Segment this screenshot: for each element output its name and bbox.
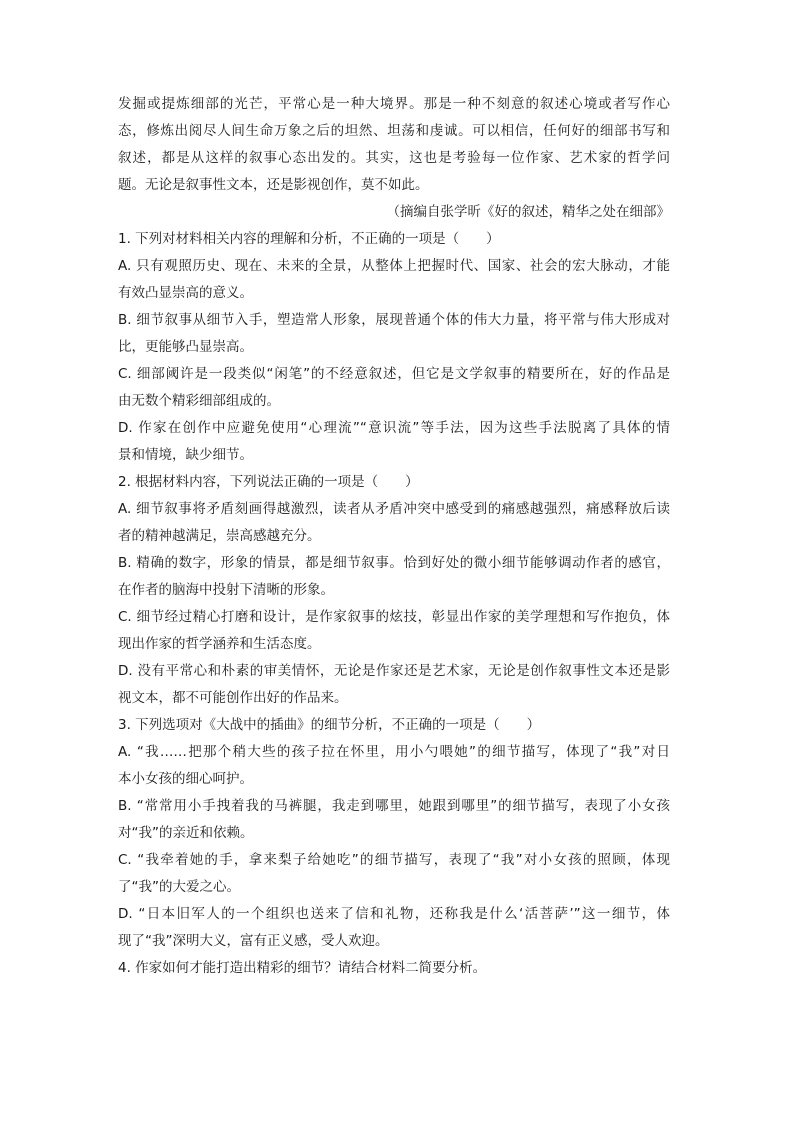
- option-line: 现了“我”深明大义，富有正义感，受人欢迎。: [118, 933, 389, 949]
- option-c: [118, 604, 670, 658]
- document-content: [118, 91, 670, 982]
- question-stem: 1. 下列对材料相关内容的理解和分析，不正确的一项是（ ）: [118, 231, 500, 247]
- option-line: A. “我……把那个稍大些的孩子拉在怀里，用小勺喂她”的细节描写，体现了“我”对日: [118, 744, 670, 760]
- option-line: 对“我”的亲近和依赖。: [118, 825, 254, 841]
- option-line: D. 作家在创作中应避免使用“心理流”“意识流”等手法，因为这些手法脱离了具体的情: [118, 420, 670, 436]
- option-line: 由无数个精彩细部组成的。: [118, 393, 280, 409]
- question-stem: 4. 作家如何才能打造出精彩的细节？请结合材料二简要分析。: [118, 960, 487, 976]
- option-line: 景和情境，缺少细节。: [118, 447, 253, 463]
- option-line: C. “我牵着她的手，拿来梨子给她吃”的细节描写，表现了“我”对小女孩的照顾，体现: [118, 852, 670, 868]
- option-a: [118, 739, 670, 793]
- option-line: 本小女孩的细心呵护。: [118, 771, 253, 787]
- option-line: 有效凸显崇高的意义。: [118, 285, 253, 301]
- option-a: [118, 253, 670, 307]
- passage-line: 题。无论是叙事性文本，还是影视创作，莫不如此。: [118, 177, 429, 193]
- option-line: D. 没有平常心和朴素的审美情怀，无论是作家还是艺术家，无论是创作叙事性文本还是影: [118, 663, 670, 679]
- option-line: 在作者的脑海中投射下清晰的形象。: [118, 582, 334, 598]
- option-line: A. 只有观照历史、现在、未来的全景，从整体上把握时代、国家、社会的宏大脉动，才能: [118, 258, 670, 274]
- question-3: [118, 712, 670, 955]
- passage-line: 发掘或提炼细部的光芒，平常心是一种大境界。那是一种不刻意的叙述心境或者写作心: [118, 96, 670, 112]
- option-d: [118, 901, 670, 955]
- option-a: [118, 496, 670, 550]
- option-line: D. “日本旧军人的一个组织也送来了信和礼物，还称我是什么‘活菩萨’”这一细节，体: [118, 906, 670, 922]
- option-line: 比，更能够凸显崇高。: [118, 339, 253, 355]
- option-b: [118, 793, 670, 847]
- option-d: [118, 658, 670, 712]
- question-4: [118, 955, 670, 982]
- option-line: B. 细节叙事从细节入手，塑造常人形象，展现普通个体的伟大力量，将平常与伟大形成对: [118, 312, 670, 328]
- option-b: [118, 550, 670, 604]
- option-line: C. 细部阈许是一段类似“闲笔”的不经意叙述，但它是文学叙事的精要所在，好的作品是: [118, 366, 670, 382]
- option-line: B. “常常用小手拽着我的马裤腿，我走到哪里，她跟到哪里”的细节描写，表现了小女孩: [118, 798, 670, 814]
- option-line: 现出作家的哲学涵养和生活态度。: [118, 636, 321, 652]
- option-b: [118, 307, 670, 361]
- question-stem: 3. 下列选项对《大战中的插曲》的细节分析，不正确的一项是（ ）: [118, 717, 541, 733]
- question-1: [118, 226, 670, 469]
- option-line: 者的精神越满足，崇高感越充分。: [118, 528, 321, 544]
- option-line: 视文本，都不可能创作出好的作品来。: [118, 690, 348, 706]
- option-line: C. 细节经过精心打磨和设计，是作家叙事的炫技，彰显出作家的美学理想和写作抱负，体: [118, 609, 670, 625]
- question-stem: 2. 根据材料内容，下列说法正确的一项是（ ）: [118, 474, 419, 490]
- option-c: [118, 361, 670, 415]
- option-line: B. 精确的数字，形象的情景，都是细节叙事。恰到好处的微小细节能够调动作者的感官，: [118, 555, 670, 571]
- question-2: [118, 469, 670, 712]
- passage-excerpt: [118, 91, 670, 226]
- option-line: A. 细节叙事将矛盾刻画得越激烈，读者从矛盾冲突中感受到的痛感越强烈，痛感释放后读: [118, 501, 670, 517]
- option-d: [118, 415, 670, 469]
- option-c: [118, 847, 670, 901]
- option-line: 了“我”的大爱之心。: [118, 879, 240, 895]
- passage-line: 态，修炼出阅尽人间生命万象之后的坦然、坦荡和虔诚。可以相信，任何好的细部书写和: [118, 123, 670, 139]
- passage-line: 叙述，都是从这样的叙事心态出发的。其实，这也是考验每一位作家、艺术家的哲学问: [118, 150, 670, 166]
- passage-source: （摘编自张学昕《好的叙述，精华之处在细部》: [386, 204, 670, 220]
